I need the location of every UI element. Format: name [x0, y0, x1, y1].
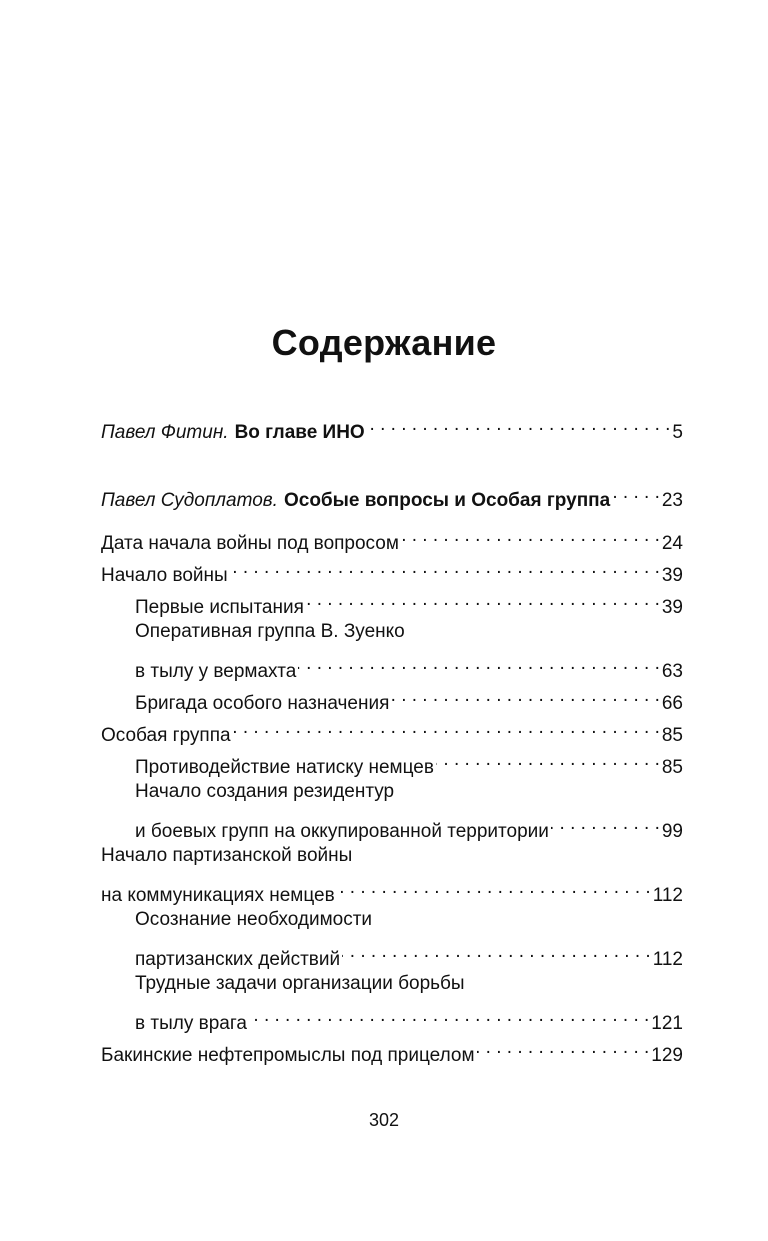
toc-leader-dots — [612, 480, 660, 506]
toc-title: Оперативная группа В. Зуенко — [135, 621, 405, 642]
toc-page: 112 — [652, 885, 683, 906]
toc-leader-dots — [249, 1003, 649, 1029]
toc-page: 63 — [661, 661, 683, 682]
toc-entry-first-line — [135, 907, 683, 933]
toc-entry — [135, 747, 683, 778]
toc-title: Бакинские нефтепромыслы под прицелом — [101, 1045, 475, 1066]
toc-leader-dots — [391, 683, 659, 709]
toc-page: 129 — [651, 1045, 683, 1066]
toc-title: Во главе ИНО — [234, 422, 365, 443]
toc-entry-first-line — [135, 971, 683, 997]
toc-leader-dots — [233, 715, 660, 741]
toc-title: Начало войны — [101, 565, 228, 586]
toc-title: в тылу у вермахта — [135, 661, 297, 682]
toc-page: 121 — [651, 1013, 683, 1034]
toc-entry — [135, 811, 683, 842]
toc-leader-dots — [230, 555, 660, 581]
page-number: 302 — [368, 1110, 400, 1130]
toc-title: в тылу врага — [135, 1013, 247, 1034]
toc-title: на коммуникациях немцев — [101, 885, 335, 906]
toc-leader-dots — [367, 412, 671, 438]
toc-entry — [101, 555, 683, 586]
toc-page: 23 — [661, 490, 683, 511]
toc-leader-dots — [342, 939, 651, 965]
toc-title: Первые испытания — [135, 597, 304, 618]
toc-entry-first-line — [101, 843, 683, 869]
toc-leader-dots — [551, 811, 660, 837]
toc-title: Начало партизанской войны — [101, 845, 353, 866]
toc-entry-first-line — [135, 619, 683, 645]
toc-leader-dots — [298, 651, 659, 677]
page-title: Содержание — [271, 322, 497, 363]
toc-leader-dots — [306, 587, 660, 613]
toc-page: 85 — [661, 757, 683, 778]
toc-leader-dots — [401, 523, 660, 549]
toc-page: 5 — [672, 422, 683, 443]
toc-title: Осознание необходимости — [135, 909, 373, 930]
toc-page: 85 — [661, 725, 683, 746]
toc-entry — [101, 480, 683, 511]
toc-entry — [101, 412, 683, 443]
toc-author: Павел Судоплатов. — [101, 490, 278, 511]
toc-entry — [135, 1003, 683, 1034]
toc-page: 39 — [661, 565, 683, 586]
toc-entry — [101, 715, 683, 746]
toc-title: Дата начала войны под вопросом — [101, 533, 399, 554]
toc-entry — [101, 523, 683, 554]
toc-title: Особые вопросы и Особая группа — [283, 490, 611, 511]
toc-title: Трудные задачи организации борьбы — [135, 973, 465, 994]
toc-entry — [135, 683, 683, 714]
toc-entry — [135, 939, 683, 970]
toc-entry — [101, 1035, 683, 1066]
toc-title: Особая группа — [101, 725, 231, 746]
toc-entry — [135, 651, 683, 682]
toc-leader-dots — [436, 747, 660, 773]
toc-leader-dots — [337, 875, 651, 901]
toc-entry-first-line — [135, 779, 683, 805]
toc-leader-dots — [477, 1035, 650, 1061]
toc-title: Начало создания резидентур — [135, 781, 395, 802]
toc-author: Павел Фитин. — [101, 422, 229, 443]
toc-entry — [135, 587, 683, 618]
toc-page: 66 — [661, 693, 683, 714]
toc-page: 99 — [661, 821, 683, 842]
toc-title: Бригада особого назначения — [135, 693, 390, 714]
toc-entry — [101, 875, 683, 906]
toc-page: 24 — [661, 533, 683, 554]
toc-page: 112 — [652, 949, 683, 970]
toc-title: и боевых групп на оккупированной территории — [135, 821, 549, 842]
toc-title: партизанских действий — [135, 949, 341, 970]
toc-title: Противодействие натиску немцев — [135, 757, 434, 778]
toc-page: 39 — [661, 597, 683, 618]
